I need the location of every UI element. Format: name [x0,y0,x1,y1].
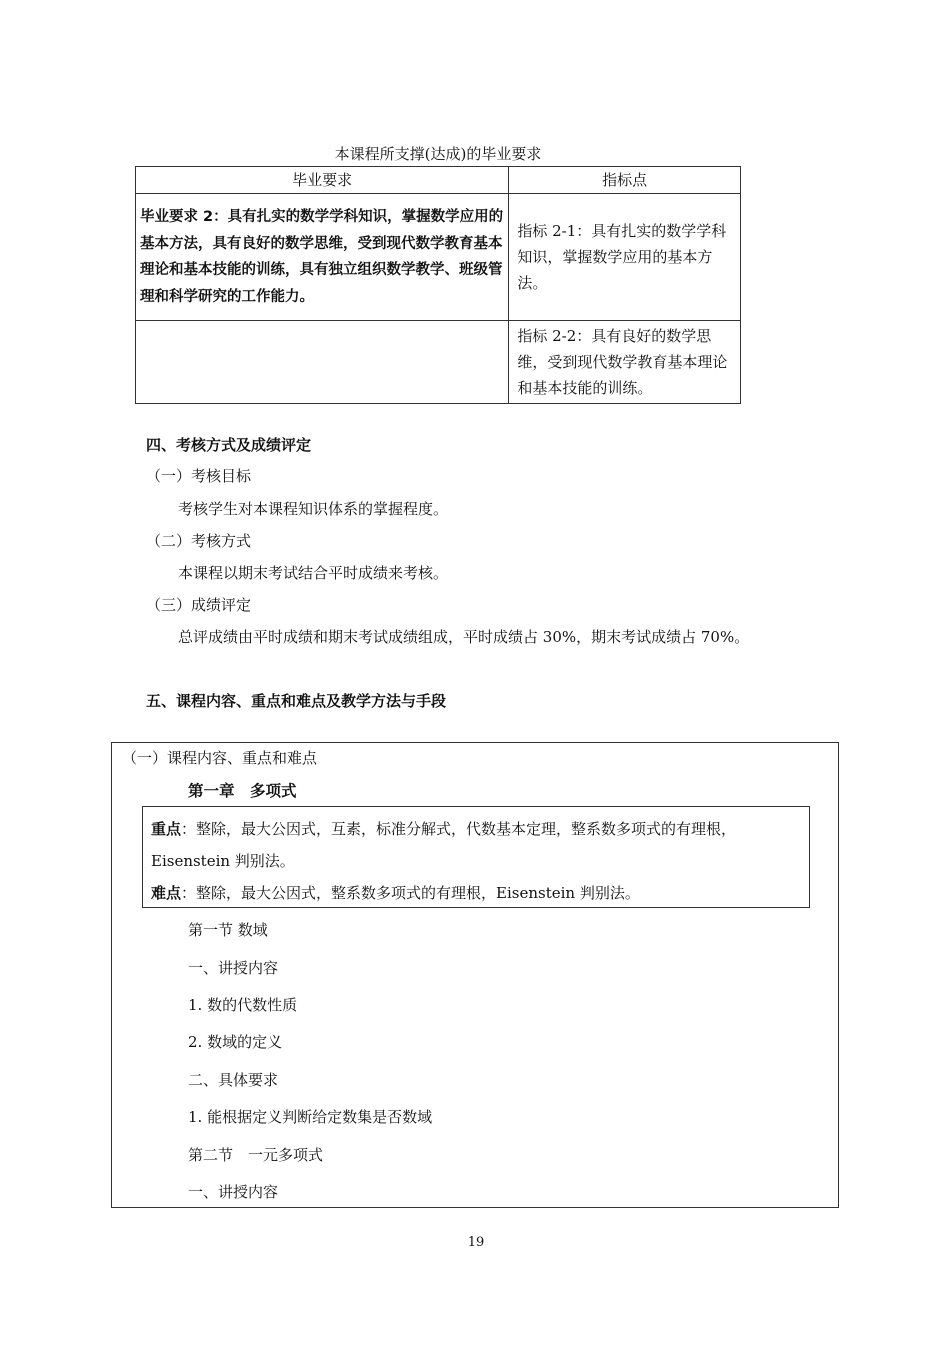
requirements-table [135,166,741,404]
key-label: 重点 [151,820,182,838]
table-row [136,321,741,404]
page-number: 19 [467,1235,485,1250]
content-line: 1. 数的代数性质 [188,996,298,1014]
table-cell-indicator: 指标 2-2：具有良好的数学思维，受到现代数学教育基本理论和基本技能的训练。 [509,321,741,404]
table-caption: 本课程所支撑(达成)的毕业要求 [334,145,542,163]
content-line: 二、具体要求 [188,1071,279,1089]
table-header-requirement: 毕业要求 [136,167,509,194]
content-line: 一、讲授内容 [188,1183,279,1201]
key-points-line-2: Eisenstein 判别法。 [151,852,295,870]
key-points-line [151,818,736,839]
table-cell-indicator: 指标 2-1：具有扎实的数学学科知识，掌握数学应用的基本方法。 [509,194,741,321]
section4-sub1-title: （一）考核目标 [146,467,252,485]
section4-sub2-title: （二）考核方式 [146,532,252,550]
content-line: 第二节 一元多项式 [188,1146,324,1164]
section4-sub3-title: （三）成绩评定 [146,596,252,614]
content-line: 1. 能根据定义判断给定数集是否数域 [188,1108,433,1126]
section4-sub2-text: 本课程以期末考试结合平时成绩来考核。 [178,564,449,582]
table-header-indicator: 指标点 [509,167,741,194]
content-subtitle: （一）课程内容、重点和难点 [122,749,318,767]
table-row [136,194,741,321]
section4-title: 四、考核方式及成绩评定 [146,436,312,454]
content-line: 一、讲授内容 [188,959,279,977]
table-cell-requirement: 毕业要求 2：具有扎实的数学学科知识，掌握数学应用的基本方法，具有良好的数学思维，受到现代数学教育基本理论和基本技能的训练，具有独立组织数学教学、班级管理和科学研究的工作能力。 [136,194,509,321]
chapter-title: 第一章 多项式 [188,782,297,800]
section4-sub3-text: 总评成绩由平时成绩和期末考试成绩组成，平时成绩占 30%，期末考试成绩占 70%。 [178,628,750,646]
section4-sub1-text: 考核学生对本课程知识体系的掌握程度。 [178,500,449,518]
section5-title: 五、课程内容、重点和难点及教学方法与手段 [146,692,447,710]
table-cell-requirement [136,321,509,404]
key-text: ：整除，最大公因式，互素，标准分解式，代数基本定理，整系数多项式的有理根， [181,820,737,838]
content-line: 第一节 数域 [188,921,268,939]
difficult-label: 难点 [151,884,182,902]
content-line: 2. 数域的定义 [188,1033,283,1051]
difficult-text: ：整除，最大公因式，整系数多项式的有理根，Eisenstein 判别法。 [181,884,640,902]
difficult-points-line [151,882,640,903]
